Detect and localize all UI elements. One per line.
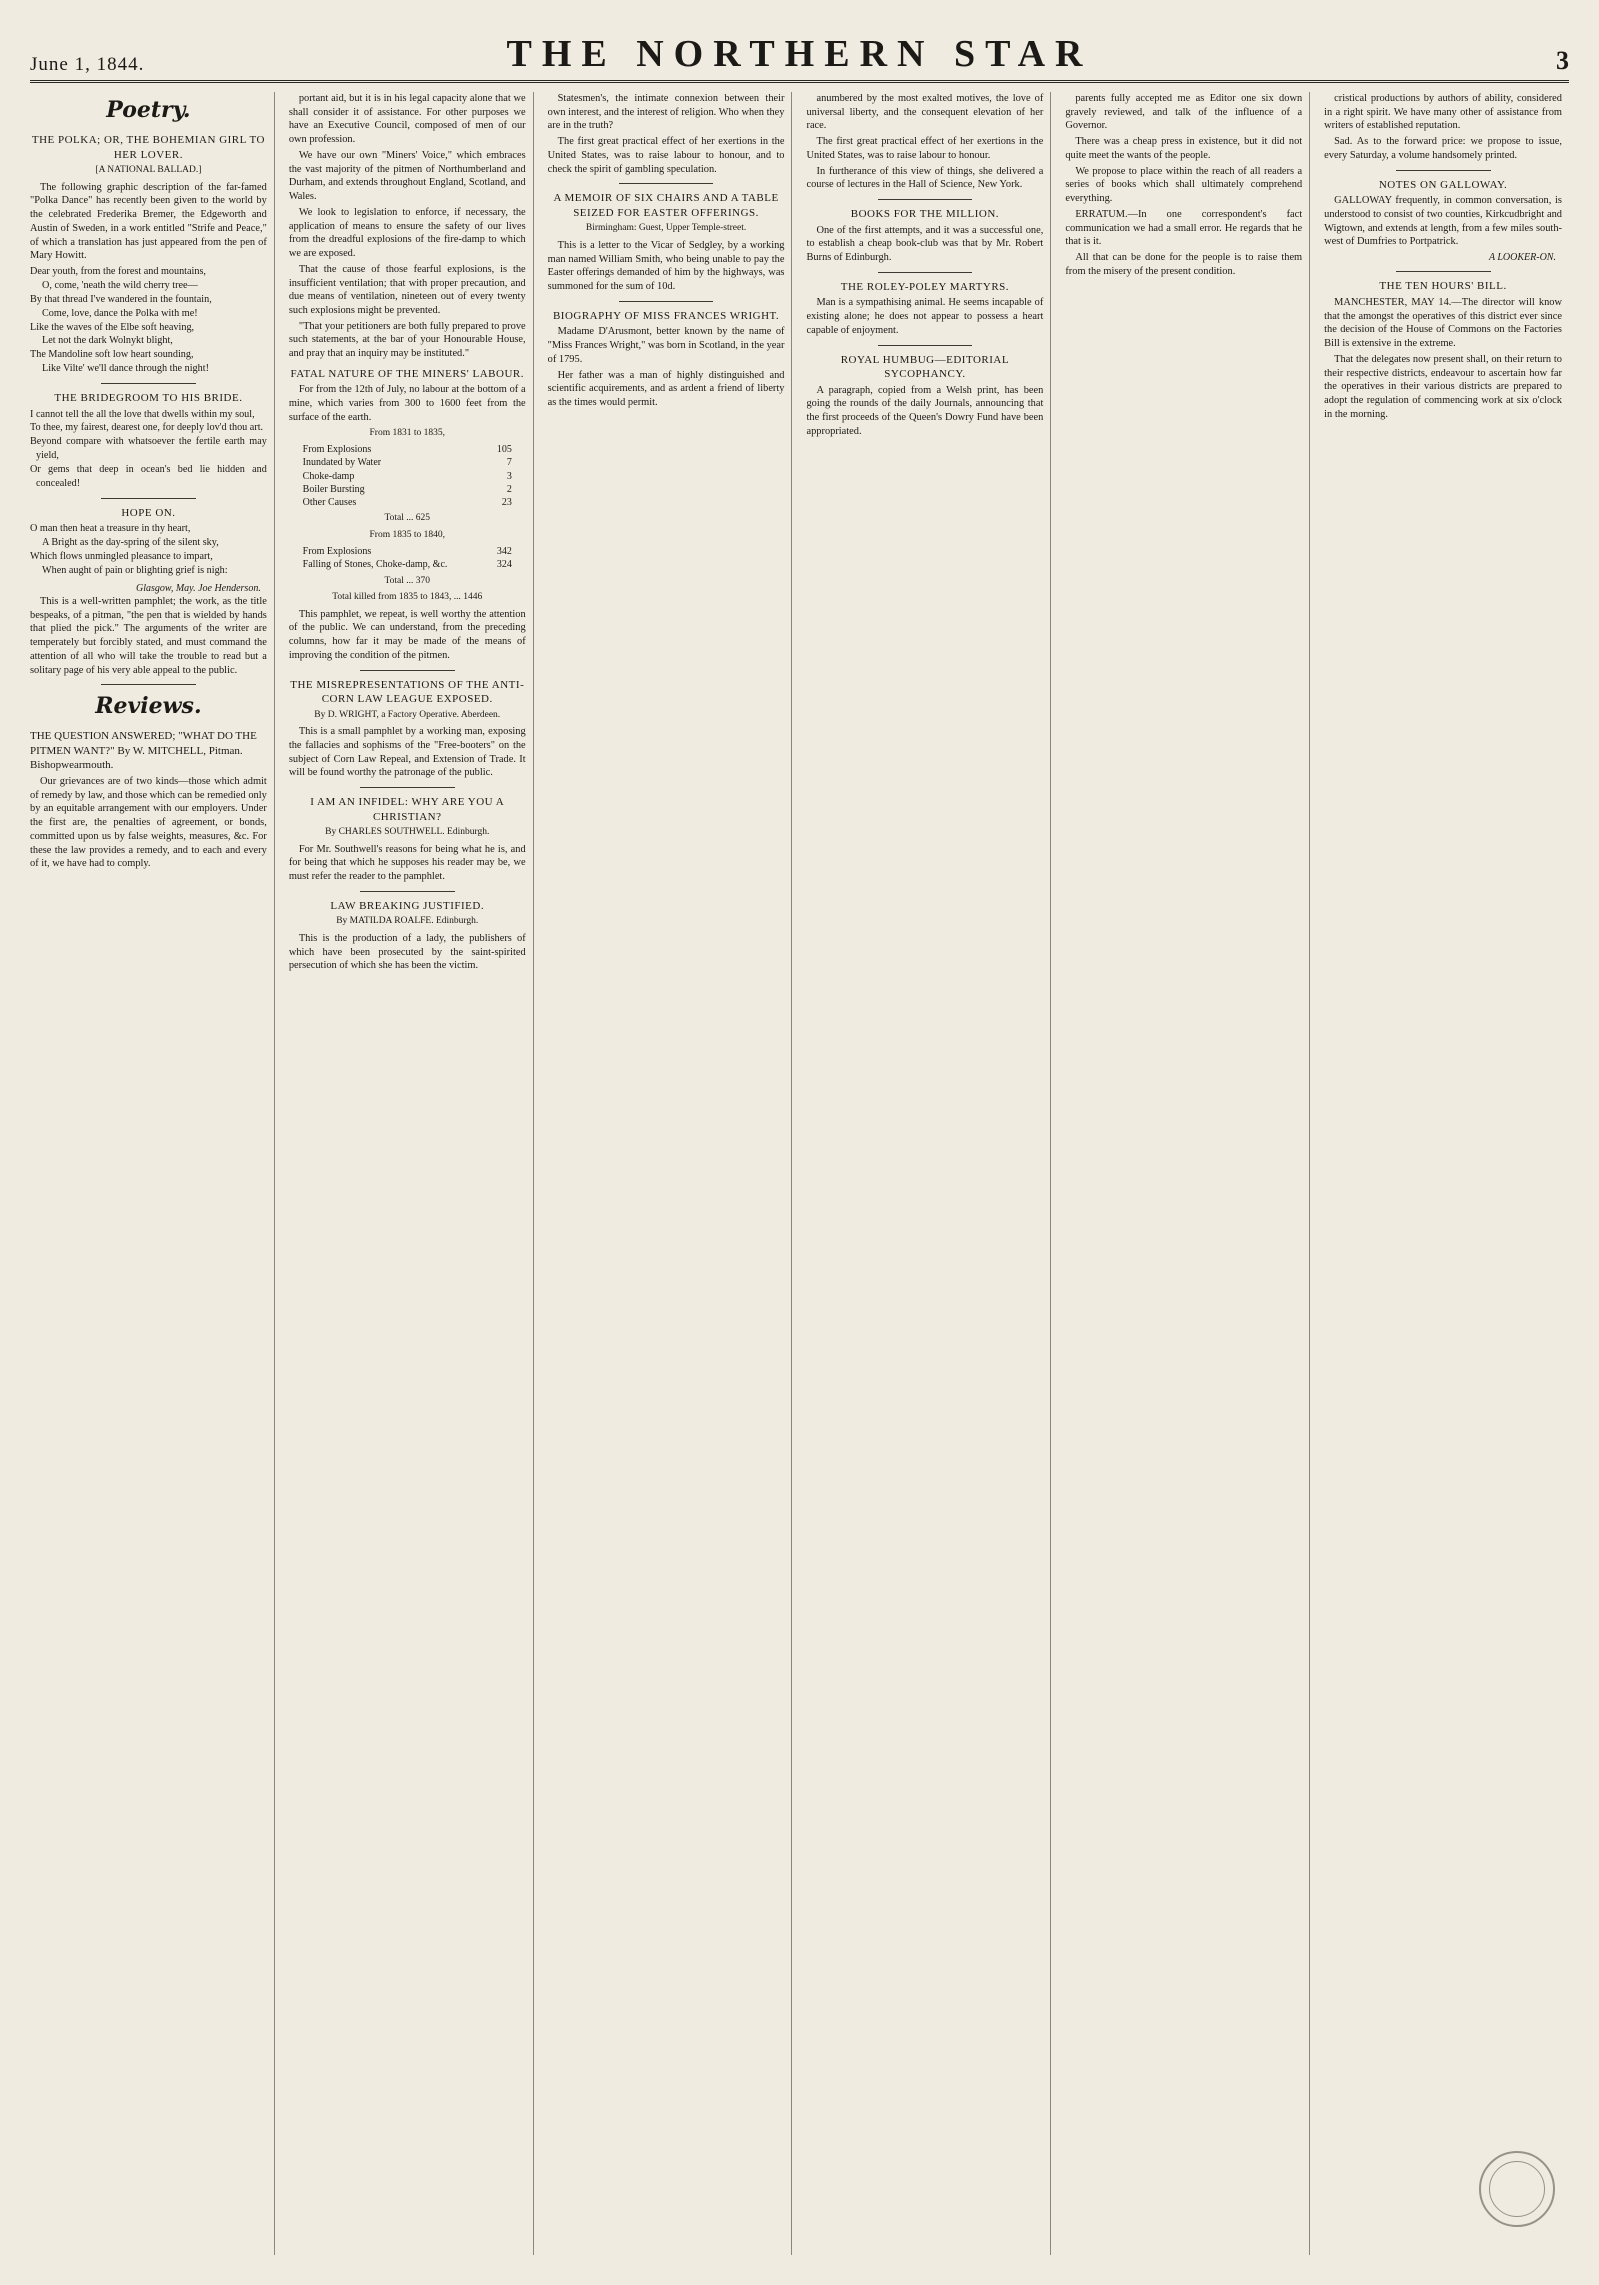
verse-line: Like Vilte' we'll dance through the night!: [42, 363, 209, 375]
article-signature: A LOOKER-ON.: [1488, 252, 1556, 264]
poem-verse-bridegroom: [30, 408, 267, 491]
verse-line: O man then heat a treasure in thy heart,: [30, 523, 191, 535]
divider: [360, 891, 455, 892]
table-cell: 342: [496, 546, 512, 558]
table-cell: 2: [506, 483, 512, 495]
body-paragraph: We look to legislation to enforce, if necessary, the application of means to ensure the safety of our lives from the dreadful explosions of the fire-damp to which we are exposed.: [288, 206, 526, 260]
verse-line: The Mandoline soft low heart sounding,: [30, 349, 194, 361]
body-paragraph: In furtherance of this view of things, she delivered a course of lectures in the Hall of Science, New York.: [806, 165, 1044, 191]
body-paragraph: Man is a sympathising animal. He seems incapable of existing alone; he does not appear to possess a heart capable of enjoyment.: [806, 297, 1044, 336]
table-cell: From Explosions: [302, 546, 372, 558]
article-title-royal-humbug: ROYAL HUMBUG—EDITORIAL SYCOPHANCY.: [840, 353, 1010, 381]
review-title-infidel: I AM AN INFIDEL: WHY ARE YOU A CHRISTIAN?: [310, 796, 505, 823]
column-4: [806, 92, 1051, 2255]
table-cell: 324: [496, 559, 512, 571]
body-paragraph: Sad. As to the forward price: we propose to issue, every Saturday, a volume handsomely printed.: [1324, 136, 1562, 161]
body-paragraph: This is a small pamphlet by a working man, exposing the fallacies and sophisms of the "Free-booters" on the subject of Corn Law Repeal, and Extension of Trade. It will be found worthy the patronage of the public.: [288, 726, 526, 779]
body-paragraph: This is a well-written pamphlet; the work, as the title bespeaks, of a pitman, "the pen that is wielded by hands that plied the pick." The arguments of the writer are temperately but forcibly stated, and must command the attention of all who will take the trouble to read but a solitary page of his very able appeal to the public.: [30, 595, 267, 676]
body-paragraph: "That your petitioners are both fully prepared to prove such statements, at the bar of your Honourable House, and pray that an inquiry may be instituted.": [288, 320, 526, 360]
verse-line: To thee, my fairest, dearest one, for deeply lov'd thou art.: [30, 422, 264, 434]
table-cell: Other Causes: [302, 496, 357, 508]
newspaper-title: THE NORTHERN STAR: [506, 33, 1093, 75]
divider: [878, 199, 973, 200]
table-row: [301, 443, 514, 456]
body-paragraph: Our grievances are of two kinds—those which admit of remedy by law, and those which can be remedied only by an equitable arrangement with our employers. Under the first are, the penalties of agreement, or bonds, committed upon us by false weights, measures, &c. For these the law provides a remedy, and to each and every of it, we have had to comply.: [30, 775, 267, 870]
review-heading-pitmen: THE QUESTION ANSWERED; "WHAT DO THE PITMEN WANT?" By W. MITCHELL, Pitman. Bishopwearmouth.: [30, 730, 257, 772]
divider: [101, 684, 196, 685]
review-title-anti-corn-law: THE MISREPRESENTATIONS OF THE ANTI-CORN LAW LEAGUE EXPOSED.: [290, 678, 525, 706]
poem-signature: Glasgow, May. Joe Henderson.: [136, 582, 261, 594]
body-paragraph: For from the 12th of July, no labour at the bottom of a mine, which varies from 300 to 1600 feet from the surface of the earth.: [288, 384, 526, 423]
deaths-table-label: From 1835 to 1840,: [369, 529, 445, 540]
verse-line: I cannot tell the all the love that dwells within my soul,: [30, 408, 255, 420]
body-paragraph: That the cause of those fearful explosions, is the insufficient ventilation; that with proper precaution, and due means of ventilation, nineteen out of every twenty such explosions might be prevented.: [288, 263, 526, 317]
poem-title-bridegroom: THE BRIDEGROOM TO HIS BRIDE.: [54, 392, 243, 404]
article-title-galloway: NOTES ON GALLOWAY.: [1378, 178, 1508, 191]
article-title-ten-hours-bill: THE TEN HOURS' BILL.: [1379, 280, 1507, 293]
article-title-roley-poley: THE ROLEY-POLEY MARTYRS.: [840, 280, 1010, 293]
deaths-table-total: Total ... 370: [384, 575, 430, 586]
verse-line: Come, love, dance the Polka with me!: [42, 307, 198, 319]
masthead: [30, 30, 1569, 83]
body-paragraph: parents fully accepted me as Editor one six down gravely reviewed, and talk of the influence of a Governor.: [1065, 93, 1303, 132]
body-paragraph: cristical productions by authors of ability, considered in a right spirit. We have many other of assistance from writers of established reputation.: [1324, 93, 1562, 132]
body-paragraph: The first great practical effect of her exertions in the United States, was to raise labour to honour, and to check the spirit of gambling speculation.: [547, 136, 785, 175]
deaths-table-total: Total ... 625: [384, 513, 430, 524]
article-title-books-million: BOOKS FOR THE MILLION.: [850, 208, 1000, 221]
table-cell: 7: [506, 457, 512, 469]
body-paragraph: MANCHESTER, MAY 14.—The director will know that the amongst the operatives of this district ever since the decision of the House of Commons on the Factories Bill is extensive in the extreme.: [1324, 296, 1562, 350]
column-1: [30, 92, 275, 2255]
body-paragraph: Statesmen's, the intimate connexion between their own interest, and the interest of religion. Who when they are in the truth?: [547, 93, 785, 132]
review-byline: Birmingham: Guest, Upper Temple-street.: [585, 223, 747, 234]
divider: [619, 183, 714, 184]
body-paragraph: This is a letter to the Vicar of Sedgley, by a working man named William Smith, who being unable to pay the Easter offerings demanded of him by the highways, was summoned for the sum of 10d.: [547, 239, 785, 293]
body-paragraph: ERRATUM.—In one correspondent's fact communication we had a small error. He regards that he that is it.: [1065, 208, 1303, 248]
verse-line: Which flows unmingled pleasance to impart,: [30, 551, 213, 563]
deaths-table-1: [301, 443, 514, 509]
body-paragraph: GALLOWAY frequently, in common conversation, is understood to consist of two counties, Kirkcudbright and Wigtown, and extends at length, from a few miles south-west of Dumfries to Portpatrick.: [1324, 195, 1562, 248]
deaths-heading: FATAL NATURE OF THE MINERS' LABOUR.: [290, 367, 524, 380]
body-paragraph: anumbered by the most exalted motives, the love of universal liberty, and the consequent elevation of her race.: [806, 93, 1044, 132]
table-cell: From Explosions: [302, 444, 372, 456]
table-row: [301, 496, 514, 509]
body-paragraph: For Mr. Southwell's reasons for being what he is, and for being that which he supposes his reader may be, we must refer the reader to the pamphlet.: [288, 843, 526, 883]
poem-verse-polka: [30, 265, 267, 376]
body-paragraph: We propose to place within the reach of all readers a series of books which shall ultimately comprehend everything.: [1065, 165, 1303, 205]
page-number: 3: [1556, 46, 1569, 75]
verse-line: O, come, 'neath the wild cherry tree—: [42, 279, 198, 291]
body-paragraph: portant aid, but it is in his legal capacity alone that we shall consider it of assistance. For other purposes we have an Executive Council, composed of men of our own profession.: [288, 93, 526, 146]
table-cell: Choke-damp: [302, 470, 355, 482]
table-cell: Inundated by Water: [302, 457, 382, 469]
table-row: [301, 545, 514, 558]
table-cell: 3: [506, 470, 512, 482]
table-cell: Boiler Bursting: [302, 483, 365, 495]
divider: [360, 670, 455, 671]
deaths-table-label: From 1831 to 1835,: [369, 427, 445, 438]
divider: [1396, 170, 1491, 171]
column-6: [1324, 92, 1569, 2255]
verse-line: By that thread I've wandered in the fountain,: [30, 293, 212, 305]
divider: [878, 272, 973, 273]
poem-intro-polka: The following graphic description of the far-famed "Polka Dance" has recently been given to the world by the celebrated Frederika Bremer, the Edgeworth and Austin of Sweden, in a work entitled "Strife and Peace," of which a translation has just appeared from the pen of Mary Howitt.: [30, 181, 267, 262]
review-byline: By CHARLES SOUTHWELL. Edinburgh.: [325, 827, 490, 838]
verse-line: Or gems that deep in ocean's bed lie hidden and concealed!: [30, 464, 267, 489]
table-cell: Falling of Stones, Choke-damp, &c.: [302, 559, 448, 571]
review-byline: By D. WRIGHT, a Factory Operative. Aberdeen.: [314, 709, 501, 720]
verse-line: When aught of pain or blighting grief is nigh:: [42, 564, 228, 576]
body-paragraph: The first great practical effect of her exertions in the United States, was to raise labour to honour.: [806, 136, 1044, 161]
body-paragraph: There was a cheap press in existence, but it did not quite meet the wants of the people.: [1065, 136, 1303, 161]
body-paragraph: Madame D'Arusmont, better known by the name of "Miss Frances Wright," was born in Scotland, in the year of 1795.: [547, 326, 785, 365]
review-byline: By MATILDA ROALFE. Edinburgh.: [336, 916, 479, 927]
deaths-grand-total: Total killed from 1835 to 1843, ... 1446: [332, 592, 483, 603]
column-grid: [30, 92, 1569, 2255]
section-heading-poetry: Poetry.: [106, 97, 191, 123]
body-paragraph: This pamphlet, we repeat, is well worthy the attention of the public. We can understand, from the preceding columns, how far it may be made of the means of improving the condition of the pitmen.: [288, 608, 526, 661]
divider: [360, 787, 455, 788]
verse-line: Dear youth, from the forest and mountains,: [30, 266, 206, 277]
divider: [619, 301, 714, 302]
library-stamp-seal: [1479, 2151, 1555, 2227]
divider: [1396, 271, 1491, 272]
table-row: [301, 483, 514, 496]
table-row: [301, 456, 514, 469]
poem-verse-hope-on: [30, 522, 267, 578]
table-cell: 23: [501, 496, 512, 508]
deaths-table-2: [301, 545, 514, 571]
body-paragraph: Her father was a man of highly distinguished and scientific acquirements, and as ardent a friend of liberty as the times would permit.: [547, 369, 785, 409]
issue-date: June 1, 1844.: [30, 54, 145, 75]
table-row: [301, 470, 514, 483]
body-paragraph: All that can be done for the people is to raise them from the misery of the present condition.: [1065, 252, 1303, 277]
verse-line: A Bright as the day-spring of the silent sky,: [42, 537, 219, 549]
body-paragraph: A paragraph, copied from a Welsh print, has been going the rounds of the daily Journals, announcing that the first proceeds of the Queen's Dowry Fund have been appropriated.: [806, 384, 1044, 437]
poem-title-polka: THE POLKA; OR, THE BOHEMIAN GIRL TO HER LOVER.: [31, 134, 265, 161]
column-3: [548, 92, 793, 2255]
divider: [101, 498, 196, 499]
section-heading-reviews: Reviews.: [95, 693, 202, 720]
poem-subtitle-polka: [A NATIONAL BALLAD.]: [95, 165, 202, 176]
review-title-law-breaking: LAW BREAKING JUSTIFIED.: [330, 899, 485, 912]
body-paragraph: One of the first attempts, and it was a successful one, to establish a cheap book-club was that by Mr. Robert Burns of Edinburgh.: [806, 224, 1044, 264]
verse-line: Let not the dark Wolnykt blight,: [42, 335, 173, 347]
divider: [101, 383, 196, 384]
body-paragraph: We have our own "Miners' Voice," which embraces the vast majority of the pitmen of Northumberland and Durham, and extends throughout England, Scotland, and Wales.: [288, 149, 526, 203]
review-title-six-chairs: A MEMOIR OF SIX CHAIRS AND A TABLE SEIZED FOR EASTER OFFERINGS.: [553, 192, 779, 219]
verse-line: Like the waves of the Elbe soft heaving,: [30, 321, 195, 333]
poem-title-hope-on: HOPE ON.: [121, 506, 176, 519]
divider: [878, 345, 973, 346]
body-paragraph: That the delegates now present shall, on their return to their respective districts, endeavour to ascertain how far the operatives in their various districts are prepared to adopt the regulation of commencing work at six o'clock in the morning.: [1324, 353, 1562, 420]
table-row: [301, 558, 514, 571]
body-paragraph: This is the production of a lady, the publishers of which have been prosecuted by the saint-spirited persecution of which she has been the victim.: [288, 932, 526, 972]
verse-line: Beyond compare with whatsoever the fertile earth may yield,: [30, 436, 267, 462]
column-5: [1065, 92, 1310, 2255]
review-title-frances-wright: BIOGRAPHY OF MISS FRANCES WRIGHT.: [552, 309, 780, 322]
table-cell: 105: [496, 444, 512, 456]
column-2: [289, 92, 534, 2255]
